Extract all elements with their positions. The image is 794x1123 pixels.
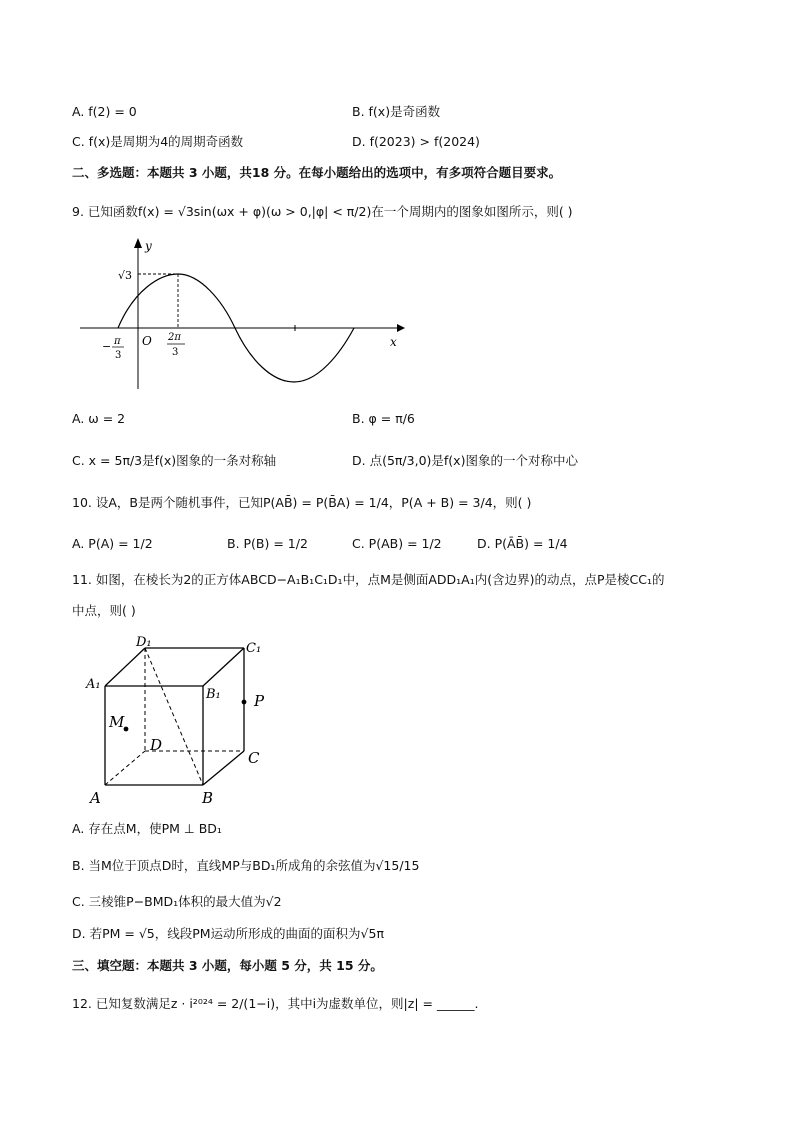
q8-option-b: B. f(x)是奇函数: [352, 104, 441, 119]
q10-option-c: C. P(AB) = 1/2: [352, 536, 442, 551]
q11-option-d: D. 若PM = √5，线段PM运动所形成的曲面的面积为√5π: [72, 926, 385, 941]
vertex-a-label: A: [90, 789, 101, 807]
q9-option-c: C. x = 5π/3是f(x)图象的一条对称轴: [72, 453, 277, 468]
q9-option-b: B. φ = π/6: [352, 411, 415, 426]
tick-left-sign: −: [102, 340, 112, 353]
q9-option-a: A. ω = 2: [72, 411, 126, 426]
q11-stem-line2: 中点，则( ): [72, 603, 136, 618]
q8-option-a: A. f(2) = 0: [72, 104, 137, 119]
q11-cube-diagram: [80, 630, 280, 810]
q11-option-b: B. 当M位于顶点D时，直线MP与BD₁所成角的余弦值为√15/15: [72, 858, 420, 873]
tick-right-den: 3: [172, 347, 179, 358]
x-axis-label: x: [390, 335, 397, 349]
vertex-c1-label: C₁: [246, 641, 262, 656]
q10-option-a: A. P(A) = 1/2: [72, 536, 153, 551]
section-3-title: 三、填空题：本题共 3 小题，每小题 5 分，共 15 分。: [72, 958, 383, 973]
tick-left-den: 3: [115, 350, 122, 361]
q12-stem: 12. 已知复数满足z · i²⁰²⁴ = 2/(1−i)，其中i为虚数单位，则|z| = ______.: [72, 996, 479, 1011]
tick-right-num: 2π: [168, 332, 181, 343]
q11-option-c: C. 三棱锥P−BMD₁体积的最大值为√2: [72, 894, 282, 909]
q10-stem: 10. 设A，B是两个随机事件，已知P(AB̄) = P(B̄A) = 1/4，P(A + B) = 3/4，则( ): [72, 495, 532, 510]
origin-label: O: [142, 334, 152, 348]
vertex-d1-label: D₁: [136, 635, 152, 650]
q11-option-a: A. 存在点M，使PM ⊥ BD₁: [72, 821, 222, 836]
q8-option-c: C. f(x)是周期为4的周期奇函数: [72, 134, 244, 149]
vertex-b1-label: B₁: [206, 687, 221, 702]
q9-stem: 9. 已知函数f(x) = √3sin(ωx + φ)(ω > 0,|φ| < π/2)在一个周期内的图象如图所示，则( ): [72, 204, 573, 219]
peak-label: √3: [118, 269, 133, 282]
point-p-label: P: [254, 692, 265, 710]
vertex-c-label: C: [248, 749, 260, 767]
vertex-a1-label: A₁: [86, 677, 101, 692]
point-m-label: M: [109, 713, 125, 731]
q8-option-d: D. f(2023) > f(2024): [352, 134, 480, 149]
vertex-b-label: B: [202, 789, 214, 807]
q9-option-d: D. 点(5π/3,0)是f(x)图象的一个对称中心: [352, 453, 578, 468]
q9-sine-graph: [72, 234, 412, 394]
q10-option-d: D. P(ĀB̄) = 1/4: [477, 536, 568, 551]
tick-left-num: π: [114, 336, 121, 347]
q11-stem-line1: 11. 如图，在棱长为2的正方体ABCD−A₁B₁C₁D₁中，点M是侧面ADD₁A₁内(含边界)的动点，点P是棱CC₁的: [72, 572, 665, 587]
vertex-d-label: D: [150, 736, 163, 754]
y-axis-label: y: [145, 239, 152, 253]
q10-option-b: B. P(B) = 1/2: [227, 536, 308, 551]
section-2-title: 二、多选题：本题共 3 小题，共18 分。在每小题给出的选项中，有多项符合题目要求。: [72, 165, 562, 180]
